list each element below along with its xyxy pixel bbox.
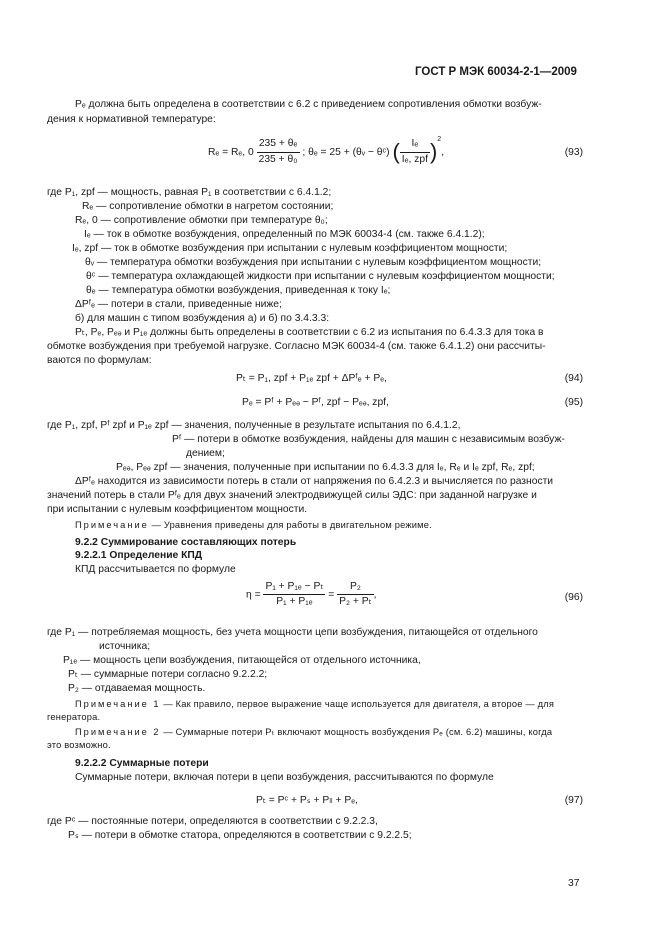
- eq96-den2: P₂ + Pₜ: [339, 596, 372, 608]
- eq93-den2: Iₑ, zpf: [401, 153, 428, 165]
- note-2-1-text: — Как правило, первое выражение чаще используется для двигателя, а второе — для: [160, 699, 555, 709]
- eq93-mid: ; θₑ = 25 + (θᵥ − θᶜ): [302, 147, 390, 158]
- note-2-2-text: — Суммарные потери Pₜ включают мощность возбуждения Pₑ (см. 6.2) машины, когда: [160, 727, 553, 737]
- where93-item-3: Iₑ — ток в обмотке возбуждения, определенный по МЭК 60034-4 (см. также 6.4.1.2);: [84, 229, 485, 240]
- equation-93: Rₑ = Rₑ, 0 $\frac{\text{235 + θₑ}}{\text{235 + θ₀}}$ ; θₑ = 25 + (θᵥ − θᶜ) ( $\frac{\text{Iₑ}}{\text{Iₑ, zpf}}$ )$^2$,: [208, 136, 445, 165]
- note-2-2-label: Примечание 2: [75, 727, 161, 737]
- eq96-number: (96): [564, 592, 583, 603]
- equation-96: η = $\frac{\text{P₁ + P₁ₑ − Pₜ}}{\text{P₁ + P₁ₑ}}$ = $\frac{\text{P₂}}{\text{P₂ + Pₜ}}$ ,: [246, 581, 377, 608]
- where96-item-1: источника;: [99, 641, 151, 652]
- eq93-den1: 235 + θ₀: [258, 153, 298, 165]
- equation-94: Pₜ = P₁, zpf + P₁ₑ zpf + ΔPᶠₑ + Pₑ,: [236, 373, 387, 384]
- note-2-2-line-2: это возможно.: [47, 740, 111, 750]
- where93-item-0: где P₁, zpf — мощность, равная P₁ в соответствии с 6.4.1.2;: [47, 187, 332, 198]
- note-2-1-line-1: [75, 699, 554, 710]
- note-1-label: Примечание: [75, 520, 149, 530]
- where96-item-4: P₂ — отдаваемая мощность.: [68, 683, 206, 694]
- where93-item-5: θᵥ — температура обмотки возбуждения при испытании с нулевым коэффициентом мощности;: [85, 257, 542, 268]
- where93-item-1: Rₑ — сопротивление обмотки в нагретом состоянии;: [82, 201, 334, 212]
- intro-line-1: Pₑ должна быть определена в соответствии с 6.2 с приведением сопротивления обмотки возбуж-: [75, 99, 542, 110]
- where93-item-2: Rₑ, 0 — сопротивление обмотки при температуре θ₀;: [75, 215, 328, 226]
- note-2-1-label: Примечание 1: [75, 699, 161, 709]
- eq96-fraction-2: [337, 581, 374, 609]
- para-b-line-4: ваются по формулам:: [47, 355, 152, 366]
- where93-item-7: θₑ — температура обмотки возбуждения, приведенная к току Iₑ;: [86, 285, 391, 296]
- eq93-exponent: 2: [437, 136, 442, 143]
- where95-item-3: Pₑₔ, Pₑₔ zpf — значения, полученные при испытании по 6.4.3.3 для Iₑ, Rₑ и Iₑ zpf, Rₑ, zpf;: [116, 462, 535, 473]
- where97-item-0: где Pᶜ — постоянные потери, определяются в соответствии с 9.2.2.3,: [47, 816, 378, 827]
- note-2-2-line-1: [75, 727, 552, 738]
- where95-item-0: где P₁, zpf, Pᶠ zpf и P₁ₑ zpf — значения, полученные в результате испытания по 6.4.1.2,: [47, 420, 461, 431]
- para-b-line-1: б) для машин с типом возбуждения а) и б) по 3.4.3.3:: [75, 313, 330, 324]
- eq96-equals: =: [328, 589, 335, 601]
- eq96-lhs: η =: [246, 589, 261, 601]
- eq93-num1: 235 + θₑ: [257, 138, 300, 152]
- section-9222-title: 9.2.2.2 Суммарные потери: [75, 758, 209, 769]
- eq93-left-bracket: (: [392, 139, 400, 165]
- where96-item-3: Pₜ — суммарные потери согласно 9.2.2.2;: [68, 669, 268, 680]
- page-number: 37: [568, 878, 580, 889]
- section-9222-text: Суммарные потери, включая потери в цепи возбуждения, рассчитываются по формуле: [75, 772, 494, 783]
- section-9221-title: 9.2.2.1 Определение КПД: [75, 550, 203, 561]
- eq93-lhs: Rₑ = Rₑ, 0: [208, 147, 254, 158]
- eq93-right-bracket: ): [429, 139, 438, 165]
- where95-item-6: при испытании с нулевым коэффициентом мощности.: [47, 504, 308, 515]
- eq97-number: (97): [564, 795, 583, 806]
- eq95-number: (95): [564, 397, 583, 408]
- where95-item-4: ΔPᶠₑ находится из зависимости потерь в стали от напряжения по 6.4.2.3 и вычисляется по разности: [75, 476, 554, 487]
- where96-item-2: P₁ₑ — мощность цепи возбуждения, питающейся от отдельного источника,: [63, 655, 421, 666]
- where93-item-4: Iₑ, zpf — ток в обмотке возбуждения при испытании с нулевым коэффициентом мощности;: [72, 243, 508, 254]
- eq96-den1: P₁ + P₁ₑ: [276, 596, 313, 608]
- eq93-fraction-1: [257, 138, 300, 166]
- eq96-fraction-1: [263, 581, 325, 609]
- equation-95: Pₑ = Pᶠ + Pₑₔ − Pᶠ, zpf − Pₑₔ, zpf,: [242, 397, 389, 408]
- para-b-line-3: обмотке возбуждения при требуемой нагрузке. Согласно МЭК 60034-4 (см. также 6.4.1.2) они рассчиты-: [47, 341, 546, 352]
- eq96-num1: P₁ + P₁ₑ − Pₜ: [263, 581, 325, 595]
- eq94-number: (94): [564, 373, 583, 384]
- page-header-title: ГОСТ Р МЭК 60034-2-1—2009: [415, 66, 577, 78]
- eq96-num2: P₂: [337, 581, 374, 595]
- eq93-number: (93): [564, 147, 583, 158]
- intro-line-2: дения к нормативной температуре:: [47, 114, 216, 125]
- where93-item-8: ΔPᶠₑ — потери в стали, приведенные ниже;: [75, 299, 282, 310]
- where96-item-0: где P₁ — потребляемая мощность, без учета мощности цепи возбуждения, питающейся от отдельного: [47, 627, 538, 638]
- eq93-fraction-2: [400, 138, 430, 166]
- section-922-title: 9.2.2 Суммирование составляющих потерь: [75, 537, 297, 548]
- eq93-num2: Iₑ: [400, 138, 430, 152]
- note-1: [75, 520, 432, 531]
- where95-item-1: Pᶠ — потери в обмотке возбуждения, найдены для машин с независимым возбуж-: [172, 434, 565, 445]
- where97-item-1: Pₛ — потери в обмотке статора, определяются в соответствии с 9.2.2.5;: [68, 830, 412, 841]
- equation-97: Pₜ = Pᶜ + Pₛ + Pₗₗ + Pₑ,: [256, 795, 358, 806]
- section-9221-text: КПД рассчитывается по формуле: [75, 564, 236, 575]
- where93-item-6: θᶜ — температура охлаждающей жидкости при испытании с нулевым коэффициентом мощности;: [86, 271, 555, 282]
- where95-item-5: значений потерь в стали Pᶠₑ для двух значений электродвижущей силы ЭДС: при заданной нагрузке и: [47, 490, 537, 501]
- note-1-text: — Уравнения приведены для работы в двигательном режиме.: [148, 520, 432, 530]
- para-b-line-2: Pₜ, Pₑ, Pₑₔ и P₁ₑ должны быть определены в соответствии с 6.2 из испытания по 6.4.3.3 для тока в: [75, 327, 544, 338]
- note-2-1-line-2: генератора.: [47, 712, 101, 722]
- where95-item-2: дением;: [186, 448, 225, 459]
